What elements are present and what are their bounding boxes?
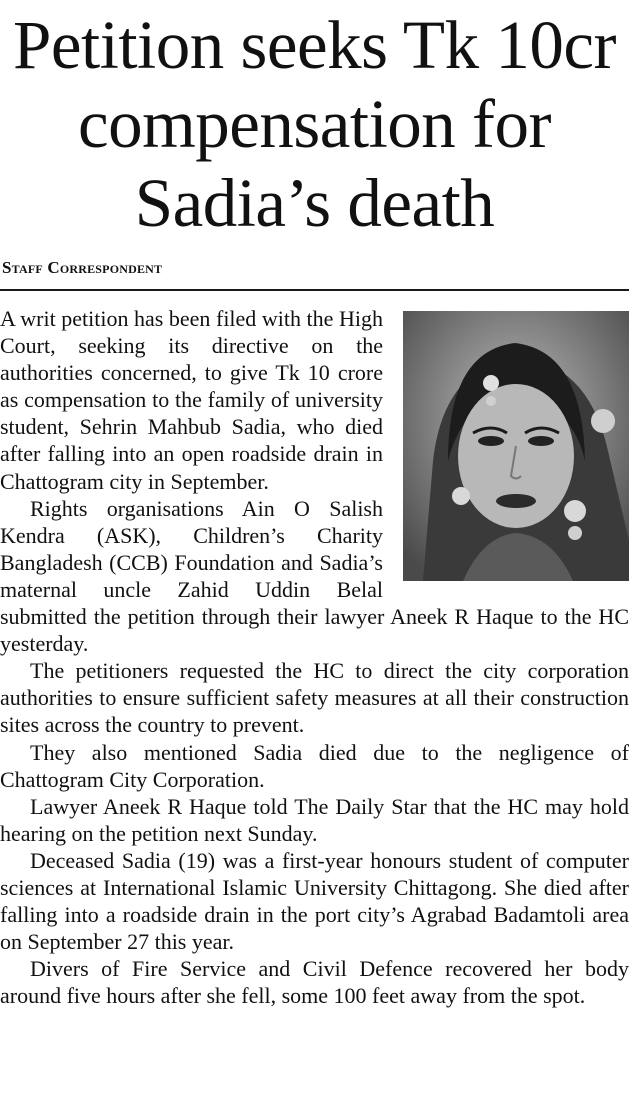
- paragraph-4: They also mentioned Sadia died due to the negligence of Chattogram City Corporation.: [0, 739, 629, 792]
- paragraph-3: The petitioners requested the HC to direct the city corporation authorities to ensure sufficient safety measures at all their construction sites across the country to prevent.: [0, 658, 629, 738]
- paragraph-5: Lawyer Aneek R Haque told The Daily Star that the HC may hold hearing on the petition next Sunday.: [0, 793, 629, 846]
- photo-float-space: [383, 305, 629, 597]
- paragraph-1: A writ petition has been filed with the High Court, seeking its directive on the authorities concerned, to give Tk 10 crore as compensation to the family of university student, Sehrin Mahbub Sadia, who died after falling into an open roadside drain in Chattogram city in September.: [0, 306, 383, 494]
- byline-rule: [0, 289, 629, 291]
- byline: Staff Correspondent: [2, 258, 163, 277]
- headline: Petition seeks Tk 10cr compensation for Sadia’s death: [13, 7, 616, 241]
- article-body: [0, 305, 629, 1009]
- paragraph-6: Deceased Sadia (19) was a first-year honours student of computer sciences at International Islamic University Chittagong. She died after falling into a roadside drain in the port city’s Agrabad Badamtoli area on September 27 this year.: [0, 847, 629, 955]
- paragraph-7: Divers of Fire Service and Civil Defence recovered her body around five hours after she fell, some 100 feet away from the spot.: [0, 956, 629, 1009]
- paragraph-2: Rights organisations Ain O Salish Kendra (ASK), Children’s Charity Bangladesh (CCB) Foundation and Sadia’s maternal uncle Zahid Uddin Belal submitted the petition through their lawyer Aneek R Haque to the HC yesterday.: [0, 495, 629, 657]
